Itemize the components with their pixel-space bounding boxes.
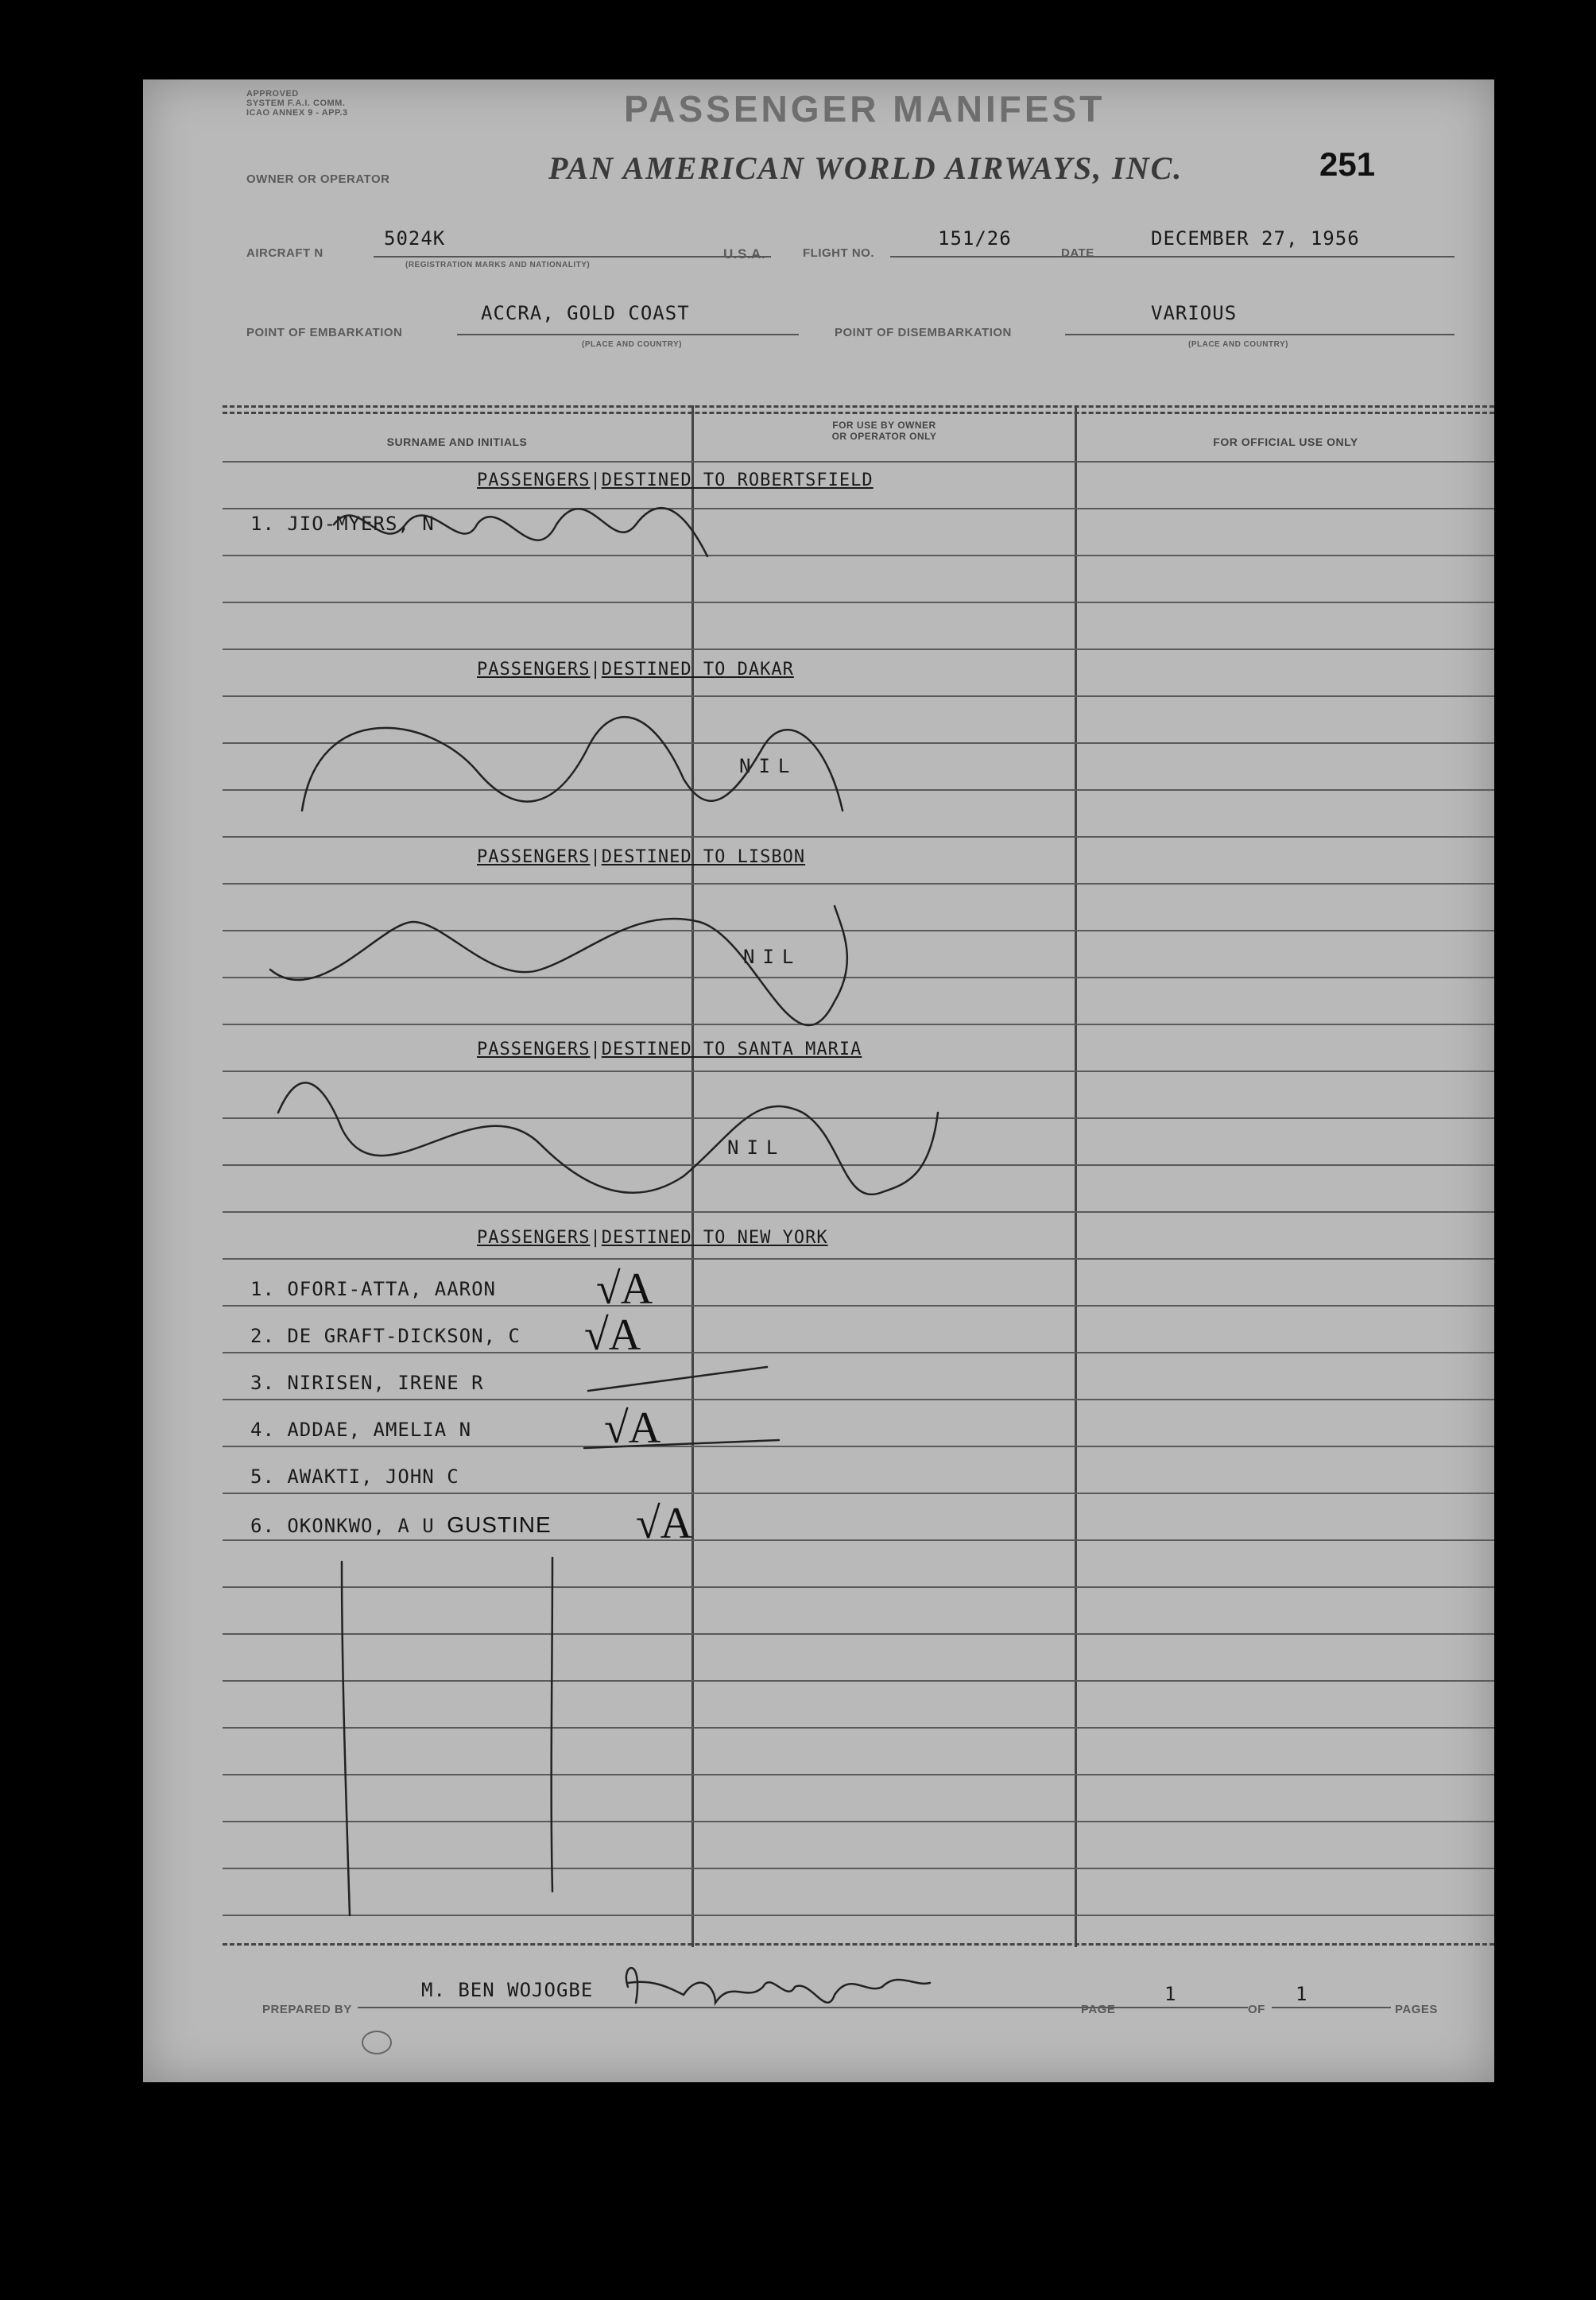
passenger-number: 6.: [250, 1515, 275, 1537]
passenger-name: DE GRAFT-DICKSON, C: [287, 1325, 521, 1347]
section-header-lisbon: PASSENGERS|DESTINED TO LISBON: [477, 847, 806, 867]
aircraft-value: 5024K: [384, 227, 446, 250]
section-prefix: PASSENGERS: [477, 1228, 591, 1248]
passenger-name: AWAKTI, JOHN C: [287, 1466, 459, 1488]
vertical-mark: [342, 1562, 350, 1915]
handwritten-name-suffix: GUSTINE: [447, 1512, 552, 1537]
passenger-number: 4.: [250, 1419, 275, 1441]
column-header-official: FOR OFFICIAL USE ONLY: [1213, 436, 1358, 448]
section-prefix: PASSENGERS: [477, 660, 591, 680]
passenger-number: 5.: [250, 1466, 275, 1488]
cancel-wave: [278, 1082, 938, 1195]
section-header-new-york: PASSENGERS|DESTINED TO NEW YORK: [477, 1228, 828, 1248]
section-label: DESTINED TO SANTA MARIA: [601, 1040, 862, 1059]
approval-line: APPROVED: [246, 89, 299, 99]
passenger-name: OKONKWO, A U: [287, 1515, 435, 1537]
page-value: 1: [1164, 1983, 1177, 2005]
usa-label: U.S.A.: [723, 246, 766, 261]
prepared-by-label: PREPARED BY: [262, 2003, 352, 2016]
signature: [626, 1968, 930, 2003]
handwritten-check-mark: √A: [636, 1499, 693, 1548]
passenger-number: 1.: [250, 513, 275, 535]
nil-santa-maria: NIL: [727, 1136, 786, 1159]
prepared-by-value: M. BEN WOJOGBE: [421, 1979, 594, 2001]
registration-note: (REGISTRATION MARKS AND NATIONALITY): [405, 261, 591, 269]
section-header-santa-maria: PASSENGERS|DESTINED TO SANTA MARIA: [477, 1040, 862, 1059]
section-header-dakar: PASSENGERS|DESTINED TO DAKAR: [477, 660, 794, 680]
section-prefix: PASSENGERS: [477, 1040, 591, 1059]
passenger-name: JIO-MYERS, N: [287, 513, 435, 535]
of-value: 1: [1296, 1983, 1308, 2005]
pages-label: PAGES: [1395, 2003, 1438, 2016]
nil-dakar: NIL: [739, 755, 798, 777]
passenger-number: 1.: [250, 1278, 275, 1300]
handwriting-overlay: [143, 79, 1494, 2082]
section-prefix: PASSENGERS: [477, 847, 591, 867]
strike-line: [588, 1367, 767, 1391]
aircraft-label: AIRCRAFT N: [246, 246, 323, 260]
passenger-name: NIRISEN, IRENE R: [287, 1372, 484, 1394]
handwritten-check-mark: √A: [584, 1311, 641, 1360]
cancel-wave: [270, 906, 847, 1025]
passenger-name: OFORI-ATTA, AARON: [287, 1278, 496, 1300]
section-label: DESTINED TO ROBERTSFIELD: [601, 470, 874, 490]
passenger-number: 2.: [250, 1325, 275, 1347]
page-label: PAGE: [1081, 2003, 1116, 2016]
handwritten-check-mark: √A: [604, 1404, 661, 1453]
column-header-name: SURNAME AND INITIALS: [386, 436, 528, 448]
section-label: DESTINED TO NEW YORK: [601, 1228, 828, 1248]
approval-line: ICAO ANNEX 9 - APP.3: [246, 108, 348, 118]
flight-label: FLIGHT NO.: [803, 246, 874, 260]
section-label: DESTINED TO DAKAR: [601, 660, 794, 680]
passenger-name: ADDAE, AMELIA N: [287, 1419, 472, 1441]
date-value: DECEMBER 27, 1956: [1151, 227, 1360, 250]
column-header-owner-line: FOR USE BY OWNER: [832, 420, 936, 431]
section-label: DESTINED TO LISBON: [601, 847, 806, 867]
owner-label: OWNER OR OPERATOR: [246, 172, 390, 186]
disembarkation-label: POINT OF DISEMBARKATION: [835, 326, 1012, 339]
cancel-wave: [302, 717, 843, 811]
document-title: PASSENGER MANIFEST: [624, 88, 1106, 130]
embarkation-value: ACCRA, GOLD COAST: [481, 302, 690, 324]
section-prefix: PASSENGERS: [477, 470, 591, 490]
of-label: OF: [1248, 2003, 1265, 2016]
manifest-sheet: [143, 79, 1494, 2082]
flight-value: 151/26: [938, 227, 1012, 250]
disembark-place-note: (PLACE AND COUNTRY): [1188, 340, 1288, 349]
owner-value: PAN AMERICAN WORLD AIRWAYS, INC.: [548, 150, 1183, 186]
disembarkation-value: VARIOUS: [1151, 302, 1238, 324]
handwritten-check-mark: √A: [596, 1264, 653, 1314]
passenger-number: 3.: [250, 1372, 275, 1394]
section-header-robertsfield: PASSENGERS|DESTINED TO ROBERTSFIELD: [477, 470, 874, 490]
nil-lisbon: NIL: [743, 946, 802, 968]
date-label: DATE: [1061, 246, 1094, 260]
strike-squiggle: [334, 508, 707, 556]
column-header-owner-line: OR OPERATOR ONLY: [831, 431, 937, 442]
page-number: 251: [1319, 145, 1376, 183]
embark-place-note: (PLACE AND COUNTRY): [582, 340, 682, 349]
strike-line: [584, 1440, 779, 1448]
approval-line: SYSTEM F.A.I. COMM.: [246, 99, 346, 108]
embarkation-label: POINT OF EMBARKATION: [246, 326, 403, 339]
